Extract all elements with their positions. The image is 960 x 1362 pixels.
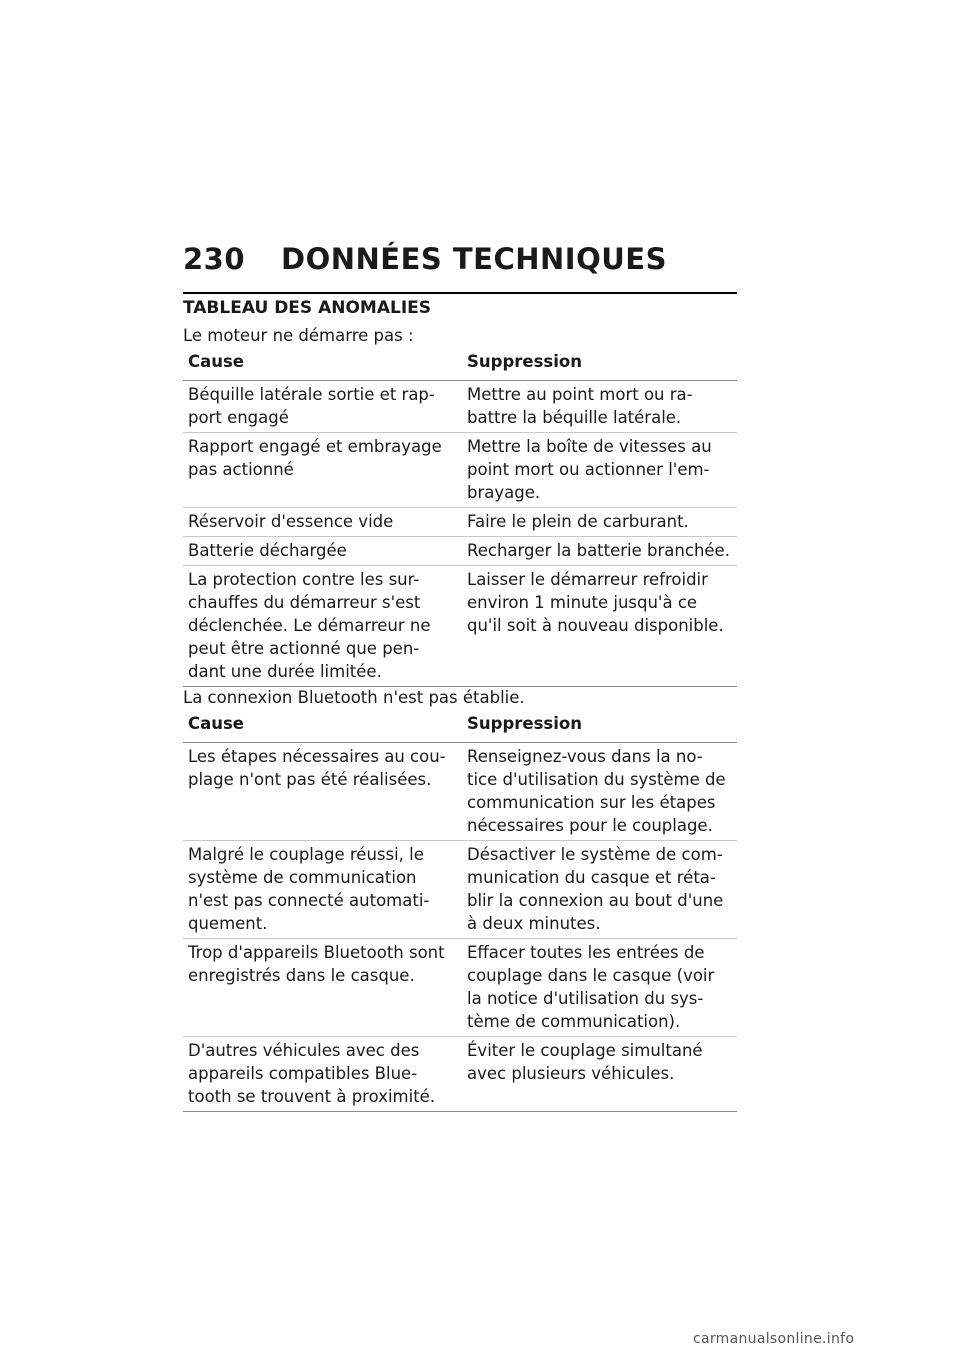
table-row	[183, 537, 737, 566]
header-rule	[183, 292, 737, 294]
cause-cell: Réservoir d'essence vide	[183, 508, 462, 537]
table-intro-bluetooth: La connexion Bluetooth n'est pas établie.	[183, 688, 525, 707]
page-number: 230	[183, 242, 246, 276]
watermark: carmanualsonline.info	[693, 1331, 855, 1347]
cause-cell: Béquille latérale sortie et rap-port engagé	[183, 381, 462, 433]
table-row	[183, 508, 737, 537]
suppression-cell: Désactiver le système de com-munication du casque et réta-blir la connexion au bout d'une à deux minutes.	[462, 841, 737, 939]
suppression-cell: Éviter le couplage simultané avec plusieurs véhicules.	[462, 1037, 737, 1112]
suppression-cell: Effacer toutes les entrées de couplage dans le casque (voir la notice d'utilisation du sys-tème de communication).	[462, 939, 737, 1037]
cause-cell: Trop d'appareils Bluetooth sont enregistrés dans le casque.	[183, 939, 462, 1037]
suppression-cell: Mettre au point mort ou ra-battre la béquille latérale.	[462, 381, 737, 433]
cause-cell: La protection contre les sur-chauffes du démarreur s'est déclenchée. Le démarreur ne peut être actionné que pen-dant une durée limitée.	[183, 566, 462, 687]
cause-cell: D'autres véhicules avec des appareils compatibles Blue-tooth se trouvent à proximité.	[183, 1037, 462, 1112]
page-header	[183, 242, 667, 276]
cause-cell: Malgré le couplage réussi, le système de communication n'est pas connecté automati-quement.	[183, 841, 462, 939]
table-row	[183, 381, 737, 433]
table-row	[183, 939, 737, 1037]
table-header-row	[183, 346, 737, 381]
chapter-title: DONNÉES TECHNIQUES	[281, 242, 667, 276]
suppression-cell: Mettre la boîte de vitesses au point mort ou actionner l'em-brayage.	[462, 433, 737, 508]
table-row	[183, 433, 737, 508]
table-row	[183, 743, 737, 841]
column-header-suppression: Suppression	[462, 708, 737, 743]
fault-table-bluetooth	[183, 708, 737, 1112]
cause-cell: Batterie déchargée	[183, 537, 462, 566]
cause-cell: Rapport engagé et embrayage pas actionné	[183, 433, 462, 508]
column-header-suppression: Suppression	[462, 346, 737, 381]
table-header-row	[183, 708, 737, 743]
table-row	[183, 1037, 737, 1112]
suppression-cell: Faire le plein de carburant.	[462, 508, 737, 537]
table-row	[183, 566, 737, 687]
suppression-cell: Recharger la batterie branchée.	[462, 537, 737, 566]
section-title: TABLEAU DES ANOMALIES	[183, 298, 432, 318]
table-row	[183, 841, 737, 939]
suppression-cell: Laisser le démarreur refroidir environ 1 minute jusqu'à ce qu'il soit à nouveau disponible.	[462, 566, 737, 687]
suppression-cell: Renseignez-vous dans la no-tice d'utilisation du système de communication sur les étapes nécessaires pour le couplage.	[462, 743, 737, 841]
table-intro-engine: Le moteur ne démarre pas :	[183, 326, 414, 345]
fault-table-engine	[183, 346, 737, 687]
column-header-cause: Cause	[183, 346, 462, 381]
cause-cell: Les étapes nécessaires au cou-plage n'ont pas été réalisées.	[183, 743, 462, 841]
column-header-cause: Cause	[183, 708, 462, 743]
